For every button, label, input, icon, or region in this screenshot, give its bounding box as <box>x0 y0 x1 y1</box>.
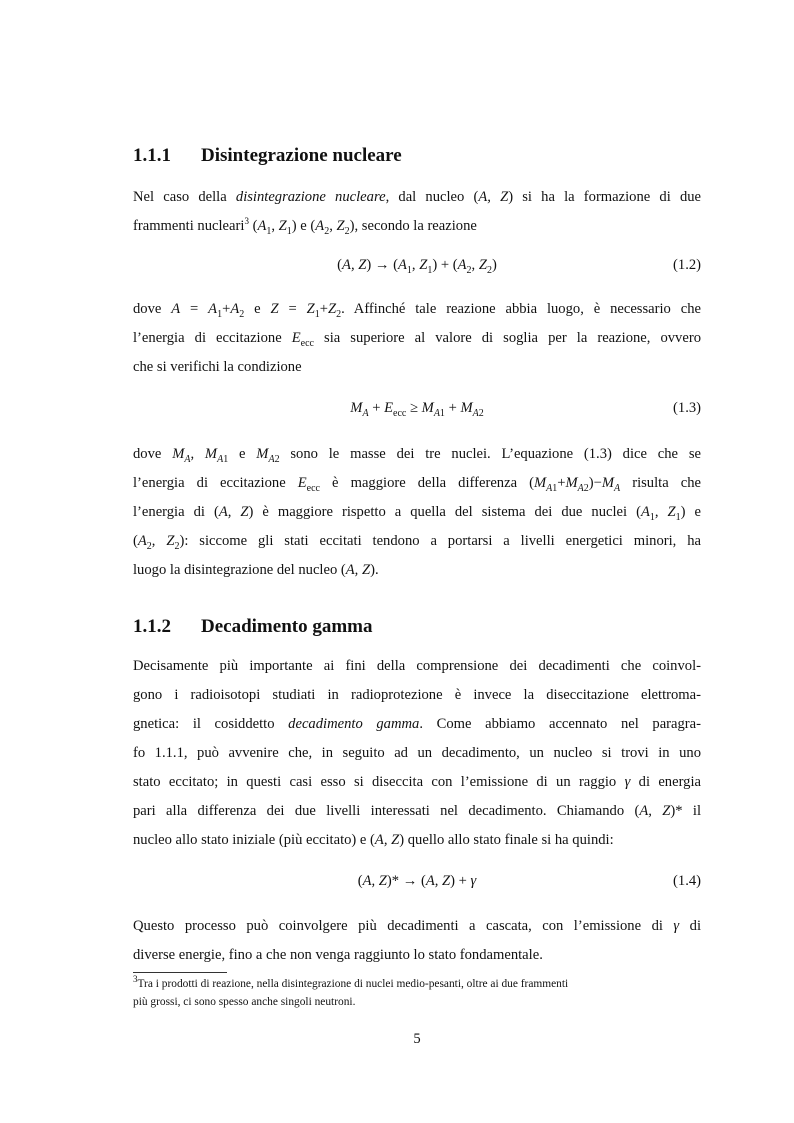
equation-1-3 <box>133 400 701 424</box>
text-line: Decisamente più importante ai fini della comprensione dei decadimenti che coinvol- <box>133 658 701 674</box>
equation-number: (1.3) <box>673 400 701 416</box>
section-heading-1-1-2 <box>133 616 373 638</box>
paragraph <box>133 183 701 241</box>
paragraph <box>133 295 701 382</box>
section-number: 1.1.1 <box>133 145 171 166</box>
section-heading-1-1-1 <box>133 145 402 167</box>
text-line: Nel caso della disintegrazione nucleare, dal nucleo (A, Z) si ha la formazione di due <box>133 189 702 205</box>
equation-1-2 <box>133 257 701 281</box>
footnote-rule <box>133 972 227 973</box>
text-line: gnetica: il cosiddetto decadimento gamma. Come abbiamo accennato nel paragra- <box>133 716 701 732</box>
equation-number: (1.4) <box>673 873 701 889</box>
section-title: Disintegrazione nucleare <box>201 145 402 166</box>
text-line: pari alla differenza dei due livelli interessati nel decadimento. Chiamando (A, Z)* il <box>133 803 702 819</box>
equation-number: (1.2) <box>673 257 701 273</box>
equation-body: (A, $Z) \to (A_1$, $Z_1) + (A_2$, $Z_2$) <box>337 257 497 276</box>
text-line: $^3$Tra i prodotti di reazione, nella disintegrazione di nuclei medio-pesanti, oltre ai due frammenti <box>133 974 569 990</box>
text-line: stato eccitato; in questi casi esso si diseccita con l’emissione di un raggio γ di energia <box>133 774 701 790</box>
text-line: l’energia di eccitazione $E_{ecc}$ è maggiore della differenza $(M_{A1}+M_{A2})-M_A$ risulta che <box>133 475 702 494</box>
equation-1-4 <box>133 873 701 897</box>
text-line: che si verifichi la condizione <box>133 359 302 375</box>
equation-body: $M_A + E_{ecc} \ge M_{A1} + M_{A2}$ <box>350 400 484 419</box>
text-line: più grossi, ci sono spesso anche singoli neutroni. <box>133 996 356 1008</box>
paragraph <box>133 912 701 970</box>
text-line: dove $A = A_1+A_2$ e $Z = Z_1+Z_2$. Affinché tale reazione abbia luogo, è necessario che <box>133 301 701 320</box>
page-number: 5 <box>413 1031 421 1047</box>
text-line: frammenti nucleari$^3$ ($A_1$, $Z_1$) e ($A_2$, $Z_2$), secondo la reazione <box>133 216 477 237</box>
text-line: luogo la disintegrazione del nucleo (A, Z). <box>133 562 379 578</box>
text-line: ($A_2$, $Z_2$): siccome gli stati eccitati tendono a portarsi a livelli energetici minori, ha <box>133 533 701 552</box>
section-title: Decadimento gamma <box>201 616 373 637</box>
text-line: dove $M_A$, $M_{A1}$ e $M_{A2}$ sono le masse dei tre nuclei. L’equazione (1.3) dice che se <box>133 446 701 465</box>
footnote <box>133 975 701 1011</box>
text-line: l’energia di (A, Z) è maggiore rispetto a quella del sistema dei due nuclei ($A_1$, $Z_1$) e <box>133 504 701 523</box>
section-number: 1.1.2 <box>133 616 171 637</box>
text-line: fo 1.1.1, può avvenire che, in seguito ad un decadimento, un nucleo si trovi in uno <box>133 745 701 761</box>
text-line: l’energia di eccitazione $E_{ecc}$ sia superiore al valore di soglia per la reazione, ovvero <box>133 330 701 349</box>
paragraph <box>133 652 701 855</box>
text-line: gono i radioisotopi studiati in radioprotezione è invece la diseccitazione elettroma- <box>133 687 701 703</box>
text-line: diverse energie, fino a che non venga raggiunto lo stato fondamentale. <box>133 947 543 963</box>
text-line: Questo processo può coinvolgere più decadimenti a cascata, con l’emissione di γ di <box>133 918 702 934</box>
paragraph <box>133 440 701 585</box>
equation-body: (A, Z)* → (A, Z) + γ <box>357 873 477 889</box>
text-line: nucleo allo stato iniziale (più eccitato) e (A, Z) quello allo stato finale si ha quindi: <box>133 832 614 848</box>
